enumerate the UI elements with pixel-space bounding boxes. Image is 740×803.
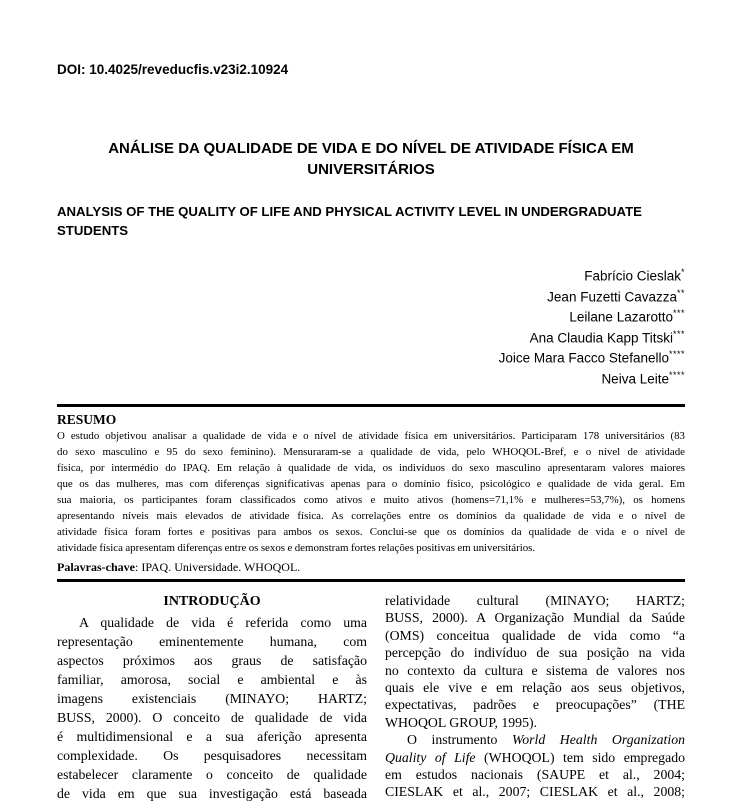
text-line: no contexto da cultura e sistema de valores nos	[385, 662, 685, 678]
author-row	[57, 285, 685, 306]
introduction-paragraph-right	[385, 592, 685, 801]
introduction-paragraph-left	[57, 613, 367, 803]
author-name: Ana Claudia Kapp Titski	[529, 330, 673, 345]
doi-text: DOI: 10.4025/reveducfis.v23i2.10924	[57, 62, 289, 77]
author-name: Leilane Lazarotto	[569, 309, 673, 325]
paper-title-en: ANALYSIS OF THE QUALITY OF LIFE AND PHYSICAL ACTIVITY LEVEL IN UNDERGRADUATE STUDENTS	[57, 204, 642, 238]
author-footnote-mark: ****	[668, 369, 685, 380]
keywords-text: : IPAQ. Universidade. WHOQOL.	[134, 560, 301, 574]
author-footnote-mark: ****	[668, 349, 685, 359]
text-line: BUSS, 2000). O conceito de qualidade de vida	[57, 710, 367, 725]
author-name: Neiva Leite	[601, 371, 669, 386]
text-line: A qualidade de vida é referida como uma	[79, 615, 367, 630]
author-row	[57, 346, 685, 367]
text-line: complexidade. Os pesquisadores necessitam	[57, 748, 367, 763]
author-footnote-mark: ***	[672, 328, 685, 339]
text-line: representação eminentemente humana, com	[57, 634, 367, 649]
abstract-section	[57, 412, 685, 575]
separator-rule-top	[57, 404, 685, 407]
text-line: quais ele vive e em relação aos seus objetivos,	[385, 680, 685, 696]
text-line: de vida em que sua investigação está baseada	[57, 786, 367, 801]
text-line: BUSS, 2000). A Organização Mundial da Saúde	[385, 610, 685, 626]
text-line: que os das mulheres, mas com diferenças significativas apenas para o domínio físico, psicológico e qualidade de vida geral. Em	[57, 478, 685, 490]
abstract-heading: RESUMO	[57, 412, 117, 427]
text-line: familiar, amorosa, social e ambiental e às	[57, 672, 367, 687]
separator-rule-bottom	[57, 579, 685, 582]
text-line: sua maioria, os participantes foram classificados como ativos e muito ativos (homens=71,1% e mulheres=53,7%), os homens	[57, 494, 685, 506]
text-line: estabelecer claramente o conceito de qualidade	[57, 767, 367, 782]
author-row	[57, 305, 685, 326]
introduction-heading: INTRODUÇÃO	[163, 594, 261, 609]
author-name: Joice Mara Facco Stefanello	[498, 350, 669, 366]
author-name: Fabrício Cieslak	[584, 268, 681, 284]
author-row	[57, 264, 685, 285]
text-line: em estudos nacionais (SAUPE et al., 2004;	[385, 767, 685, 783]
author-list	[57, 264, 685, 387]
text-line: Quality of Life (WHOQOL) tem sido empregado	[385, 749, 685, 765]
two-column-layout	[57, 592, 685, 803]
text-line: é multidimensional e a sua aferição apresenta	[57, 729, 367, 744]
text-line: imagens existenciais (MINAYO; HARTZ;	[57, 691, 367, 706]
text-line: do sexo masculino e 95 do sexo feminino). Mensuraram-se a qualidade de vida, pelo WHOQOL-Bref, e o nível de atividade	[57, 446, 685, 458]
text-line: expectativas, padrões e preocupações” (THE	[385, 697, 685, 713]
text-line: percepção do indivíduo de sua posição na vida	[385, 645, 685, 661]
right-column	[385, 592, 685, 803]
left-column	[57, 592, 367, 803]
author-footnote-mark: ***	[672, 308, 685, 318]
paper-title-pt: ANÁLISE DA QUALIDADE DE VIDA E DO NÍVEL DE ATIVIDADE FÍSICA EM UNIVERSITÁRIOS	[108, 140, 634, 178]
text-line: WHOQOL GROUP, 1995).	[385, 714, 538, 730]
text-line: O estudo objetivou analisar a qualidade de vida e o nível de atividade física em universitários. Participaram 178 universitários (83	[57, 430, 685, 442]
text-line: CIESLAK et al., 2007; CIESLAK et al., 2008;	[385, 784, 685, 800]
keywords-line	[57, 559, 685, 575]
text-line: relatividade cultural (MINAYO; HARTZ;	[385, 593, 685, 608]
text-line: O instrumento World Health Organization	[407, 732, 685, 748]
text-line: física, por intermédio do IPAQ. Em relação à qualidade de vida, os indivíduos do sexo masculino apresentaram valores maiores	[57, 462, 685, 474]
author-footnote-mark: **	[676, 287, 685, 298]
author-row	[57, 367, 685, 388]
author-footnote-mark: *	[680, 267, 685, 277]
text-line: aspectos próximos aos graus de satisfação	[57, 653, 367, 668]
text-line: apresentando níveis mais elevados de atividade física. As correlações entre os domínios da qualidade de vida e o nível de	[57, 510, 685, 522]
keywords-label: Palavras-chave	[57, 560, 135, 574]
text-line: (OMS) conceitua qualidade de vida como “a	[385, 627, 685, 643]
text-line: atividade física apresentam diferenças entre os sexos e demonstram fortes relações positivas em universitários.	[57, 542, 536, 554]
author-name: Jean Fuzetti Cavazza	[547, 289, 677, 304]
abstract-text	[57, 428, 685, 556]
text-line: atividade física foram fortes e positivas para ambos os sexos. Conclui-se que os domínios da qualidade de vida e o nível de	[57, 526, 685, 538]
author-row	[57, 326, 685, 347]
